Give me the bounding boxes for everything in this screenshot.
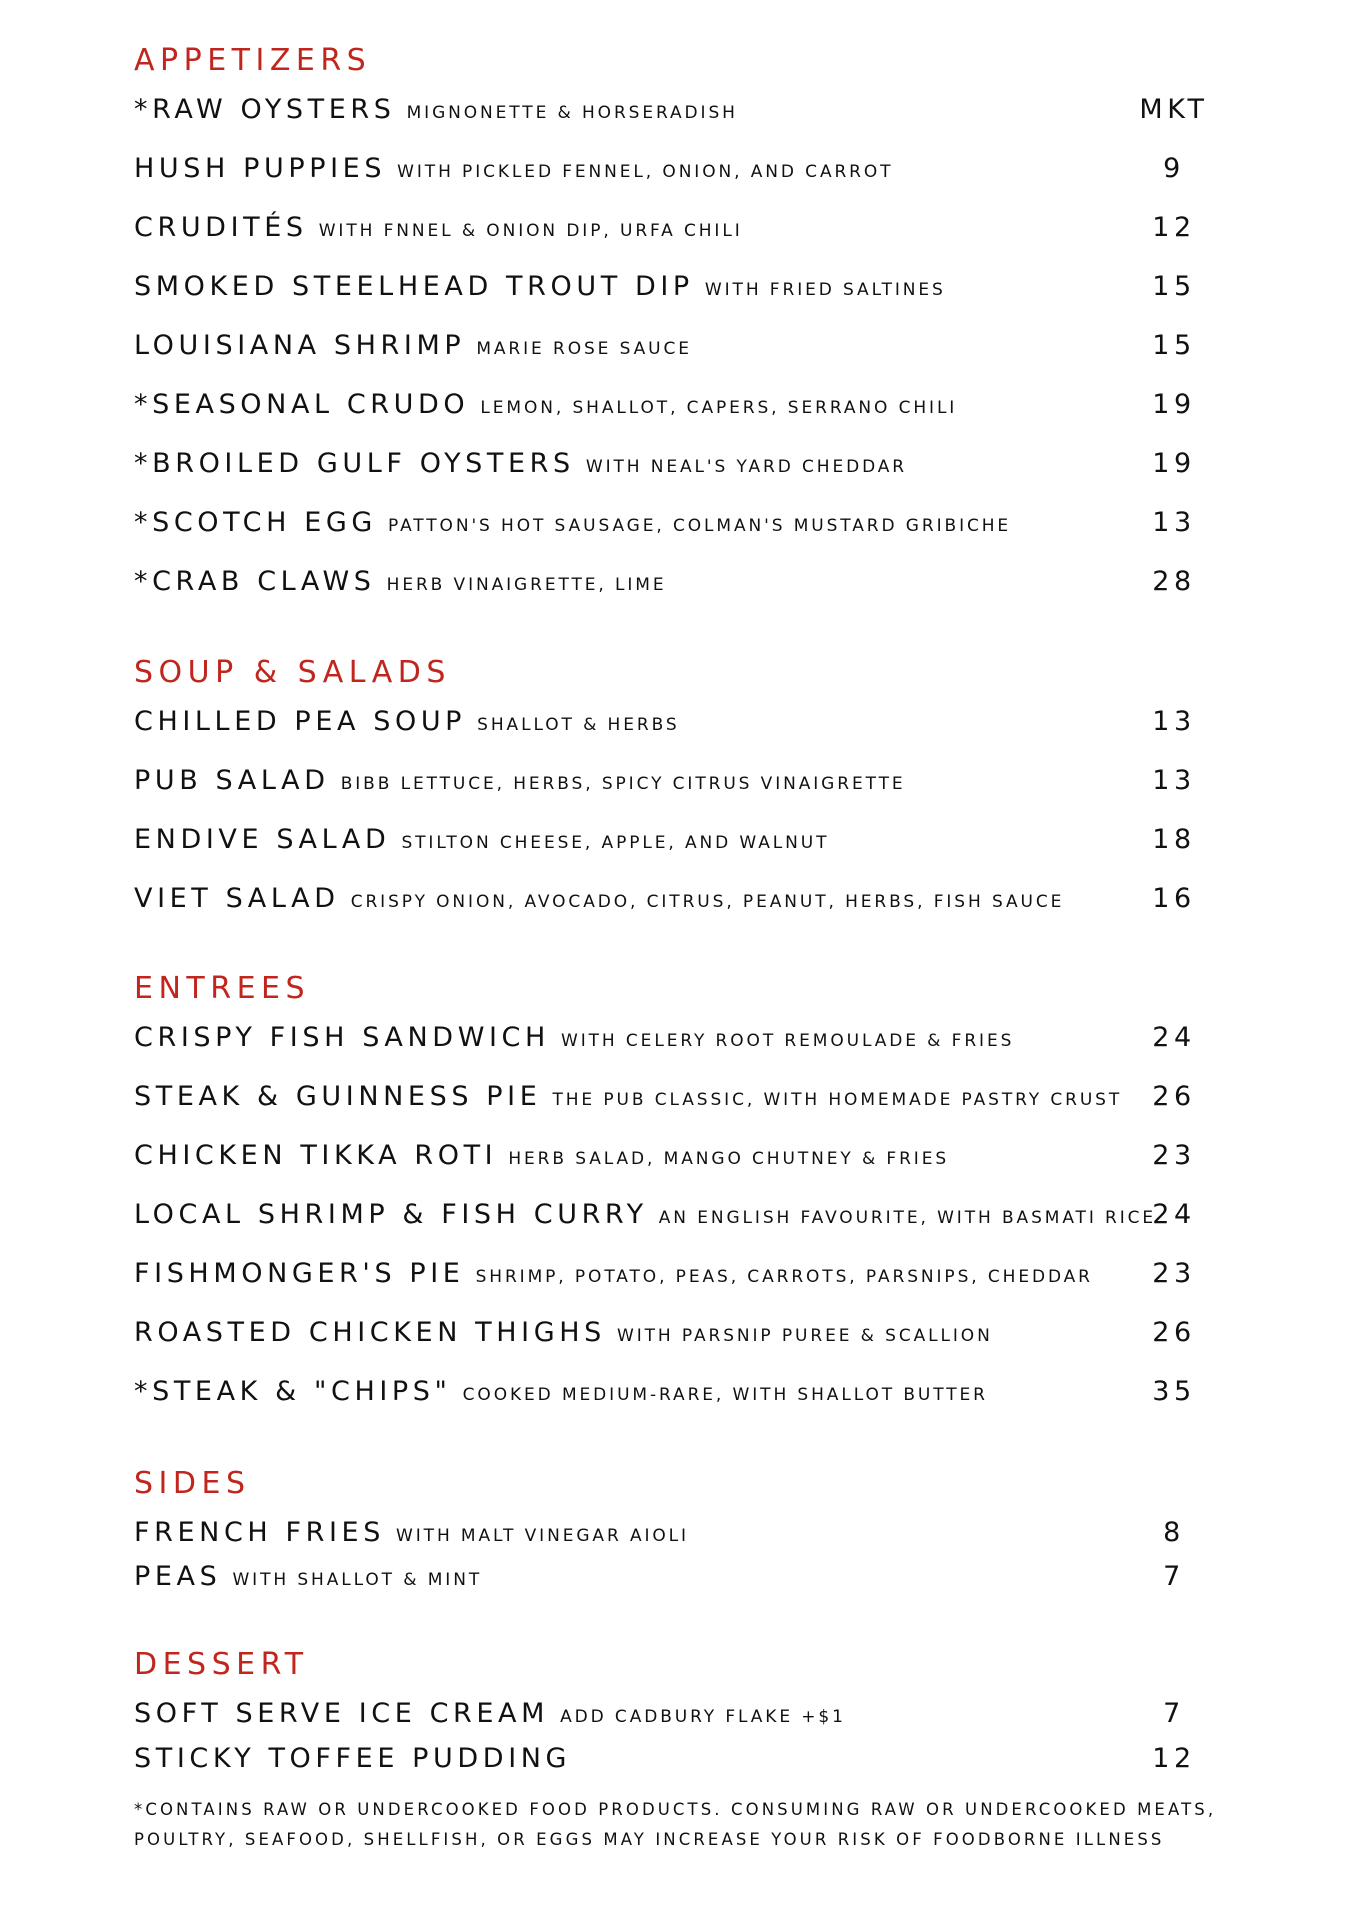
- item-price: 12: [1152, 1743, 1196, 1774]
- item-price: 13: [1152, 765, 1196, 796]
- item-price: 19: [1152, 389, 1196, 420]
- menu-item: [134, 503, 1234, 543]
- menu-item: [134, 562, 1234, 602]
- item-name: *SCOTCH EGG: [134, 507, 377, 538]
- menu-item: [134, 326, 1234, 366]
- item-price: 9: [1163, 153, 1185, 184]
- item-price: 26: [1152, 1081, 1196, 1112]
- menu-item: [134, 1557, 1234, 1597]
- item-description: ADD CADBURY FLAKE +$1: [560, 1707, 846, 1727]
- item-description: HERB SALAD, MANGO CHUTNEY & FRIES: [508, 1149, 950, 1169]
- menu-item: [134, 1372, 1234, 1412]
- menu-item: [134, 1694, 1234, 1734]
- menu-item: [134, 267, 1234, 307]
- menu-item: [134, 1739, 1234, 1779]
- item-description: COOKED MEDIUM-RARE, WITH SHALLOT BUTTER: [462, 1385, 988, 1405]
- item-price: 35: [1152, 1376, 1196, 1407]
- item-description: HERB VINAIGRETTE, LIME: [386, 575, 667, 595]
- item-description: WITH MALT VINEGAR AIOLI: [396, 1526, 689, 1546]
- disclaimer-line: *CONTAINS RAW OR UNDERCOOKED FOOD PRODUCTS. CONSUMING RAW OR UNDERCOOKED MEATS,: [134, 1800, 1217, 1819]
- section-title-entrees: ENTREES: [134, 971, 311, 1006]
- item-name: *BROILED GULF OYSTERS: [134, 448, 575, 479]
- item-name: VIET SALAD: [134, 883, 340, 914]
- item-name: CHILLED PEA SOUP: [134, 706, 467, 737]
- item-price: 13: [1152, 706, 1196, 737]
- item-name: CHICKEN TIKKA ROTI: [134, 1140, 498, 1171]
- menu-item: [134, 149, 1234, 189]
- item-name: HUSH PUPPIES: [134, 153, 387, 184]
- item-description: WITH CELERY ROOT REMOULADE & FRIES: [561, 1031, 1015, 1051]
- item-description: WITH PICKLED FENNEL, ONION, AND CARROT: [397, 162, 894, 182]
- menu-item: [134, 385, 1234, 425]
- item-name: *CRAB CLAWS: [134, 566, 376, 597]
- item-price: 24: [1152, 1199, 1196, 1230]
- item-price: 28: [1152, 566, 1196, 597]
- raw-food-disclaimer: [134, 1795, 1234, 1855]
- menu-item: [134, 1136, 1234, 1176]
- item-price: 18: [1152, 824, 1196, 855]
- menu-item: [134, 1195, 1234, 1235]
- item-name: PEAS: [134, 1561, 222, 1592]
- item-price: 13: [1152, 507, 1196, 538]
- item-description: AN ENGLISH FAVOURITE, WITH BASMATI RICE: [658, 1208, 1157, 1228]
- menu-item: [134, 879, 1234, 919]
- item-price: 8: [1163, 1517, 1185, 1548]
- item-description: THE PUB CLASSIC, WITH HOMEMADE PASTRY CRUST: [552, 1090, 1123, 1110]
- item-description: WITH SHALLOT & MINT: [232, 1570, 483, 1590]
- item-name: STEAK & GUINNESS PIE: [134, 1081, 542, 1112]
- item-price: 15: [1152, 271, 1196, 302]
- item-description: LEMON, SHALLOT, CAPERS, SERRANO CHILI: [480, 398, 958, 418]
- item-description: WITH FNNEL & ONION DIP, URFA CHILI: [318, 221, 743, 241]
- section-title-sides: SIDES: [134, 1466, 251, 1501]
- item-description: CRISPY ONION, AVOCADO, CITRUS, PEANUT, HERBS, FISH SAUCE: [350, 892, 1065, 912]
- item-price: 16: [1152, 883, 1196, 914]
- item-price: 23: [1152, 1258, 1196, 1289]
- item-description: WITH PARSNIP PUREE & SCALLION: [617, 1326, 993, 1346]
- item-name: SOFT SERVE ICE CREAM: [134, 1698, 550, 1729]
- section-title-dessert: DESSERT: [134, 1647, 309, 1682]
- item-price: 23: [1152, 1140, 1196, 1171]
- menu-item: [134, 1313, 1234, 1353]
- item-price: 12: [1152, 212, 1196, 243]
- item-description: STILTON CHEESE, APPLE, AND WALNUT: [401, 833, 830, 853]
- item-name: LOUISIANA SHRIMP: [134, 330, 466, 361]
- menu-item: [134, 208, 1234, 248]
- menu-item: [134, 702, 1234, 742]
- menu-item: [134, 1018, 1234, 1058]
- item-name: LOCAL SHRIMP & FISH CURRY: [134, 1199, 648, 1230]
- item-name: *RAW OYSTERS: [134, 94, 396, 125]
- item-description: MIGNONETTE & HORSERADISH: [406, 103, 738, 123]
- item-price: 19: [1152, 448, 1196, 479]
- item-name: CRUDITÉS: [134, 212, 308, 243]
- item-name: ROASTED CHICKEN THIGHS: [134, 1317, 606, 1348]
- item-description: SHRIMP, POTATO, PEAS, CARROTS, PARSNIPS, CHEDDAR: [475, 1267, 1093, 1287]
- disclaimer-line: POULTRY, SEAFOOD, SHELLFISH, OR EGGS MAY INCREASE YOUR RISK OF FOODBORNE ILLNESS: [134, 1830, 1165, 1849]
- item-description: PATTON'S HOT SAUSAGE, COLMAN'S MUSTARD GRIBICHE: [388, 516, 1012, 536]
- item-name: STICKY TOFFEE PUDDING: [134, 1743, 572, 1774]
- item-name: PUB SALAD: [134, 765, 330, 796]
- menu-item: [134, 1077, 1234, 1117]
- menu-item: [134, 761, 1234, 801]
- item-description: WITH FRIED SALTINES: [704, 280, 946, 300]
- item-description: BIBB LETTUCE, HERBS, SPICY CITRUS VINAIGRETTE: [340, 774, 906, 794]
- item-price: 24: [1152, 1022, 1196, 1053]
- menu-item: [134, 1513, 1234, 1553]
- menu-item: [134, 444, 1234, 484]
- item-name: FISHMONGER'S PIE: [134, 1258, 465, 1289]
- section-title-soup-salads: SOUP & SALADS: [134, 655, 451, 690]
- item-name: *STEAK & "CHIPS": [134, 1376, 452, 1407]
- item-name: CRISPY FISH SANDWICH: [134, 1022, 550, 1053]
- menu-item: [134, 90, 1234, 130]
- item-description: SHALLOT & HERBS: [477, 715, 680, 735]
- item-name: FRENCH FRIES: [134, 1517, 385, 1548]
- item-price: MKT: [1139, 94, 1209, 125]
- item-description: MARIE ROSE SAUCE: [476, 339, 692, 359]
- item-description: WITH NEAL'S YARD CHEDDAR: [585, 457, 908, 477]
- menu-item: [134, 820, 1234, 860]
- item-name: *SEASONAL CRUDO: [134, 389, 470, 420]
- item-price: 15: [1152, 330, 1196, 361]
- item-name: ENDIVE SALAD: [134, 824, 391, 855]
- item-price: 7: [1163, 1698, 1185, 1729]
- menu-item: [134, 1254, 1234, 1294]
- section-title-appetizers: APPETIZERS: [134, 43, 372, 78]
- item-name: SMOKED STEELHEAD TROUT DIP: [134, 271, 694, 302]
- item-price: 7: [1163, 1561, 1185, 1592]
- item-price: 26: [1152, 1317, 1196, 1348]
